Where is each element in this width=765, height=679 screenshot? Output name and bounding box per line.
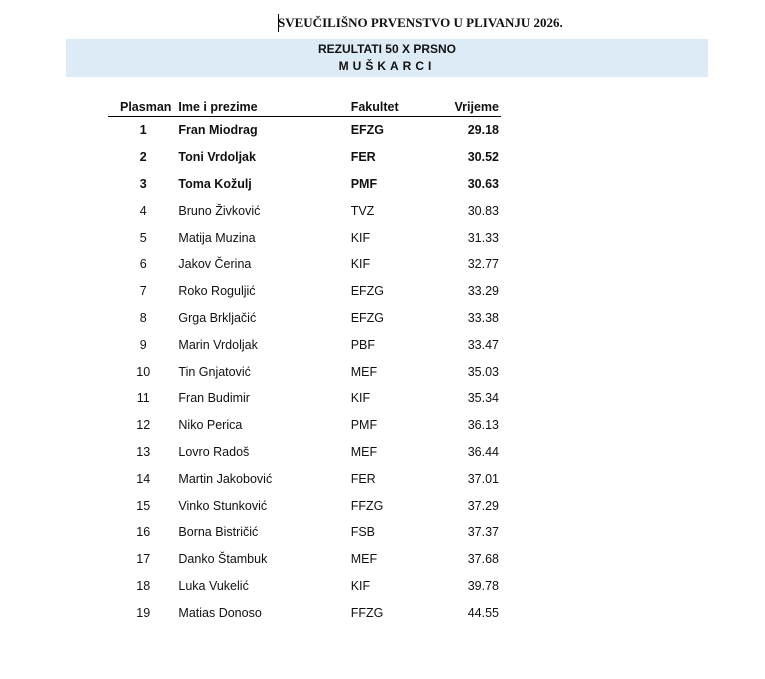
cell-time: 32.77 [467, 257, 499, 272]
cell-place: 7 [139, 284, 147, 299]
cell-faculty: PBF [350, 337, 376, 352]
cell-time: 37.68 [467, 552, 499, 567]
table-row [108, 519, 501, 546]
cell-name: Toma Kožulj [178, 176, 252, 191]
cell-time: 37.37 [467, 525, 499, 540]
cell-name: Bruno Živković [178, 203, 261, 218]
cell-faculty: KIF [350, 578, 371, 593]
table-row [108, 385, 501, 412]
cell-faculty: FFZG [350, 605, 384, 620]
table-row [108, 331, 501, 358]
cell-name: Matija Muzina [178, 230, 256, 245]
cell-place: 10 [136, 364, 151, 379]
header-faculty: Fakultet [351, 92, 431, 117]
cell-time: 30.52 [467, 150, 499, 165]
document-title: SVEUČILIŠNO PRVENSTVO U PLIVANJU 2026. [278, 15, 563, 30]
cell-name: Tin Gnjatović [178, 364, 251, 379]
cell-place: 3 [139, 176, 147, 191]
cell-name: Grga Brkljačić [178, 310, 257, 325]
cell-faculty: EFZG [350, 284, 385, 299]
cell-time: 35.34 [467, 391, 499, 406]
cell-place: 19 [136, 605, 151, 620]
cell-place: 11 [136, 391, 150, 406]
category-title: MUŠKARCI [338, 58, 436, 73]
cell-place: 13 [136, 444, 151, 459]
cell-name: Borna Bistričić [178, 525, 259, 540]
cell-place: 17 [136, 552, 151, 567]
results-banner [66, 39, 708, 77]
cell-place: 2 [139, 150, 147, 165]
table-row [108, 117, 501, 144]
table-row [108, 439, 501, 466]
cell-place: 18 [136, 578, 151, 593]
cell-time: 33.29 [467, 284, 499, 299]
cell-name: Toni Vrdoljak [178, 150, 256, 165]
cell-name: Danko Štambuk [178, 552, 268, 567]
table-row [108, 599, 501, 626]
cell-name: Martin Jakobović [178, 471, 273, 486]
table-row [108, 305, 501, 332]
table-row [108, 278, 501, 305]
table-row [108, 251, 501, 278]
table-row [108, 197, 501, 224]
header-time: Vrijeme [431, 92, 501, 117]
cell-time: 36.13 [467, 418, 499, 433]
table-row [108, 144, 501, 171]
cell-name: Matias Donoso [178, 605, 262, 620]
cell-place: 8 [139, 310, 147, 325]
table-row [108, 224, 501, 251]
cell-place: 6 [139, 257, 147, 272]
cell-place: 1 [139, 123, 147, 138]
cell-time: 31.33 [467, 230, 499, 245]
cell-faculty: EFZG [350, 310, 385, 325]
cell-time: 33.47 [467, 337, 499, 352]
cell-place: 4 [139, 203, 147, 218]
cell-name: Roko Roguljić [178, 284, 256, 299]
table-row [108, 412, 501, 439]
cell-faculty: EFZG [350, 123, 385, 138]
cell-place: 16 [136, 525, 151, 540]
cell-place: 9 [139, 337, 147, 352]
cell-time: 33.38 [467, 310, 499, 325]
cell-faculty: FER [350, 471, 376, 486]
cell-time: 30.83 [467, 203, 499, 218]
cell-name: Jakov Čerina [178, 257, 252, 272]
cell-faculty: KIF [350, 257, 371, 272]
cell-faculty: KIF [350, 230, 371, 245]
header-place: Plasman [108, 92, 178, 117]
cell-faculty: TVZ [350, 203, 375, 218]
table-row [108, 573, 501, 600]
table-header-row [108, 92, 501, 117]
cell-time: 44.55 [467, 605, 499, 620]
table-row [108, 171, 501, 198]
table-row [108, 465, 501, 492]
cell-faculty: KIF [350, 391, 371, 406]
cell-time: 30.63 [467, 176, 499, 191]
results-table [108, 92, 501, 626]
cell-time: 37.01 [467, 471, 499, 486]
cell-name: Niko Perica [178, 418, 243, 433]
cell-time: 39.78 [467, 578, 499, 593]
cell-faculty: MEF [350, 444, 378, 459]
cell-name: Luka Vukelić [178, 578, 249, 593]
cell-faculty: PMF [350, 176, 378, 191]
cell-place: 15 [136, 498, 151, 513]
results-body [108, 117, 501, 627]
cell-faculty: MEF [350, 552, 378, 567]
cell-place: 12 [136, 418, 151, 433]
cell-place: 5 [139, 230, 147, 245]
event-title: REZULTATI 50 X PRSNO [317, 42, 456, 56]
cell-name: Lovro Radoš [178, 444, 250, 459]
cell-faculty: FSB [350, 525, 376, 540]
table-row [108, 358, 501, 385]
cell-faculty: FFZG [350, 498, 384, 513]
cell-name: Fran Miodrag [178, 123, 258, 138]
cell-time: 35.03 [467, 364, 499, 379]
table-row [108, 546, 501, 573]
cell-time: 36.44 [467, 444, 499, 459]
cell-name: Vinko Stunković [178, 498, 268, 513]
cell-place: 14 [136, 471, 151, 486]
cell-faculty: PMF [350, 418, 378, 433]
cell-name: Fran Budimir [178, 391, 250, 406]
cell-faculty: MEF [350, 364, 378, 379]
cell-time: 37.29 [467, 498, 499, 513]
cell-time: 29.18 [467, 123, 499, 138]
cell-name: Marin Vrdoljak [178, 337, 258, 352]
cell-faculty: FER [350, 150, 376, 165]
header-name: Ime i prezime [178, 92, 350, 117]
table-row [108, 492, 501, 519]
